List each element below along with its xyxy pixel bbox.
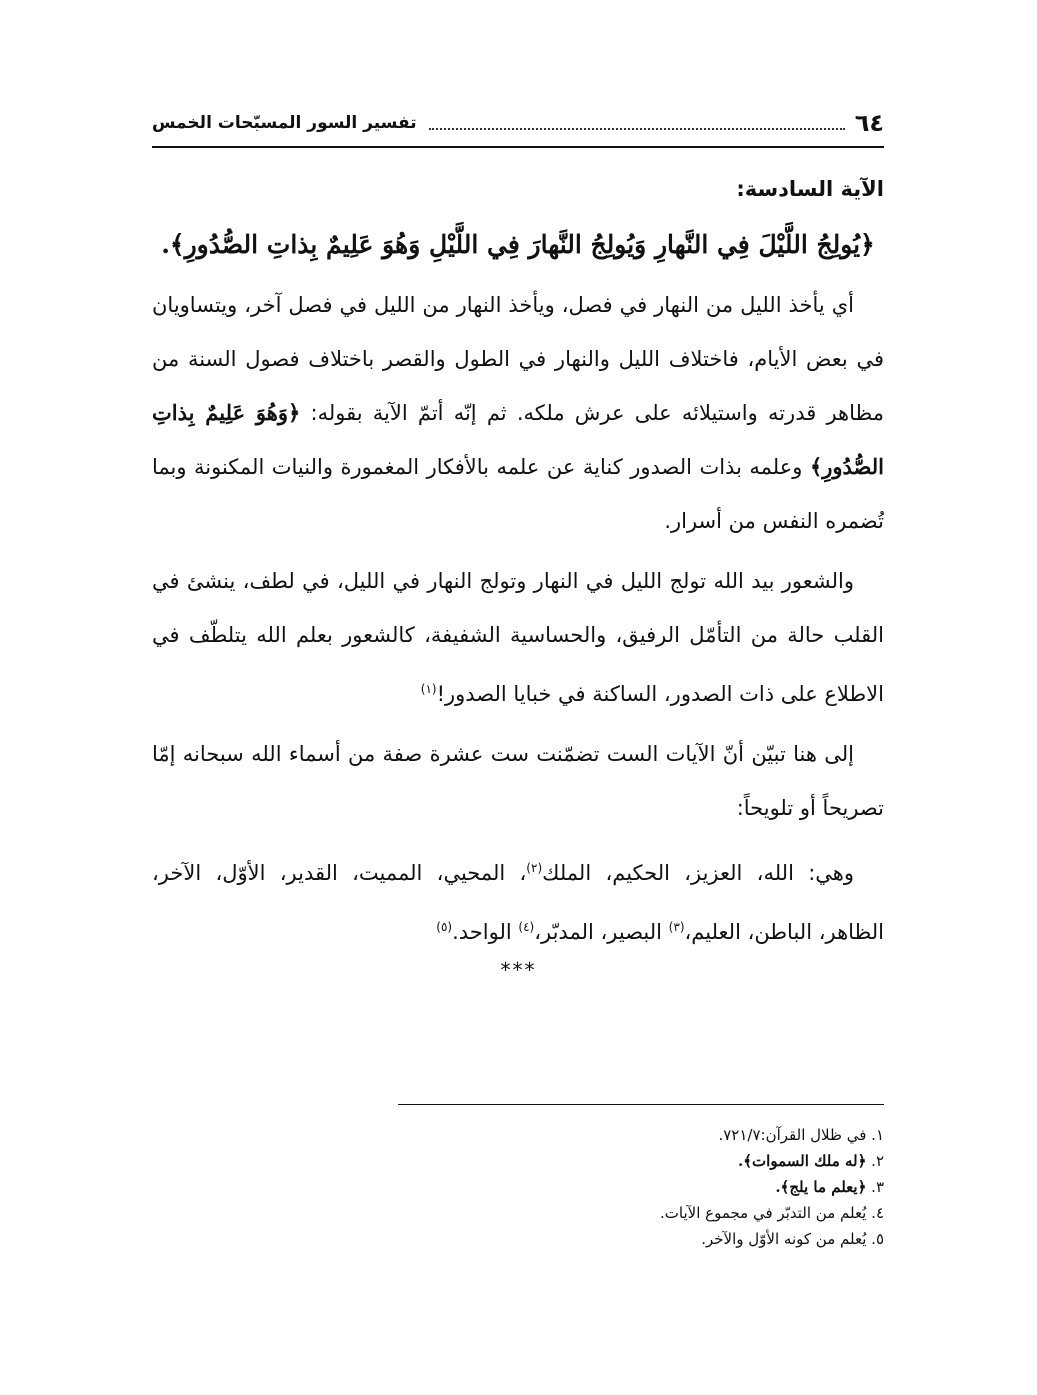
footnote-text: ﴿له ملك السموات﴾. xyxy=(738,1152,867,1170)
footnote-number: ٣. xyxy=(871,1178,884,1196)
footnote-number: ٢. xyxy=(871,1152,884,1170)
footnote-ref[interactable]: (٤) xyxy=(518,920,535,934)
footnote-text: يُعلم من كونه الأوّل والآخر. xyxy=(701,1230,867,1248)
footnote-item xyxy=(420,1174,884,1200)
footnote-ref[interactable]: (٥) xyxy=(436,920,453,934)
footnote-ref[interactable]: (١) xyxy=(420,682,437,696)
page-number: ٦٤ xyxy=(854,109,884,137)
section-heading: الآية السادسة: xyxy=(736,177,884,201)
footnote-item xyxy=(420,1200,884,1226)
header-divider xyxy=(152,146,884,148)
paragraph-explanation xyxy=(152,278,884,548)
footnote-ref[interactable]: (٢) xyxy=(526,861,543,875)
paragraph-text: ، المحيي، المميت، القدير، الأوّل، الآخر، الظاهر، الباطن، العليم، xyxy=(152,861,884,944)
running-title: تفسير السور المسبّحات الخمس xyxy=(152,113,417,133)
footnote-ref[interactable]: (٣) xyxy=(668,920,685,934)
paragraph-text: والشعور بيد الله تولج الليل في النهار وتولج النهار في الليل، في لطف، ينشئ في القلب حالة من التأمّل الرفيق، والحساسية الشفيفة، كالشعور بعلم الله يتلطّف في الاطلاع على ذات الصدور، الساكنة في خبايا الصدور! xyxy=(152,569,884,706)
paragraph-summary xyxy=(152,727,884,835)
paragraph-text: إلى هنا تبيّن أنّ الآيات الست تضمّنت ست عشرة صفة من أسماء الله سبحانه إمّا تصريحاً أو تلويحاً: xyxy=(152,742,884,820)
footnote-number: ١. xyxy=(871,1126,884,1144)
page-header xyxy=(152,105,884,141)
footnote-item xyxy=(420,1148,884,1174)
main-text xyxy=(152,164,884,965)
footnote-text: في ظلال القرآن:٧٢١/٧. xyxy=(718,1126,867,1144)
section-separator: *** xyxy=(500,958,537,982)
quoted-verse: ﴿وَهُوَ عَلِيمٌ بِذاتِ الصُّدُورِ﴾ xyxy=(152,400,884,479)
footnote-item xyxy=(420,1122,884,1148)
paragraph-names-list xyxy=(152,841,884,959)
quran-verse: ﴿يُولِجُ اللَّيْلَ فِي النَّهارِ وَيُولِجُ النَّهارَ فِي اللَّيْلِ وَهُوَ عَلِيمٌ بِذاتِ الصُّدُورِ﴾. xyxy=(161,230,875,259)
footnote-item xyxy=(420,1226,884,1252)
footnote-divider xyxy=(398,1104,884,1105)
paragraph-text: الواحد. xyxy=(452,920,519,944)
footnote-text: يُعلم من التدبّر في مجموع الآيات. xyxy=(660,1204,867,1222)
footnote-number: ٥. xyxy=(871,1230,884,1248)
paragraph-text: وعلمه بذات الصدور كناية عن علمه بالأفكار المغمورة والنيات المكنونة وبما تُضمره النفس من أسرار. xyxy=(152,455,884,533)
footnotes xyxy=(420,1122,884,1252)
paragraph-text: البصير، المدبّر، xyxy=(534,920,669,944)
paragraph-text: وهي: الله، العزيز، الحكيم، الملك xyxy=(542,861,854,885)
footnote-text: ﴿يعلم ما يلج﴾. xyxy=(775,1178,867,1196)
footnote-number: ٤. xyxy=(871,1204,884,1222)
paragraph-feeling xyxy=(152,554,884,721)
paragraph-text: أي يأخذ الليل من النهار في فصل، ويأخذ النهار من الليل في فصل آخر، ويتساويان في بعض الأيام، فاختلاف الليل والنهار في الطول والقصر باختلاف فصول السنة من مظاهر قدرته واستيلائه على عرش ملكه. ثم إنّه أتمّ الآية بقوله: xyxy=(152,293,884,425)
header-dotted-leader xyxy=(429,116,845,130)
